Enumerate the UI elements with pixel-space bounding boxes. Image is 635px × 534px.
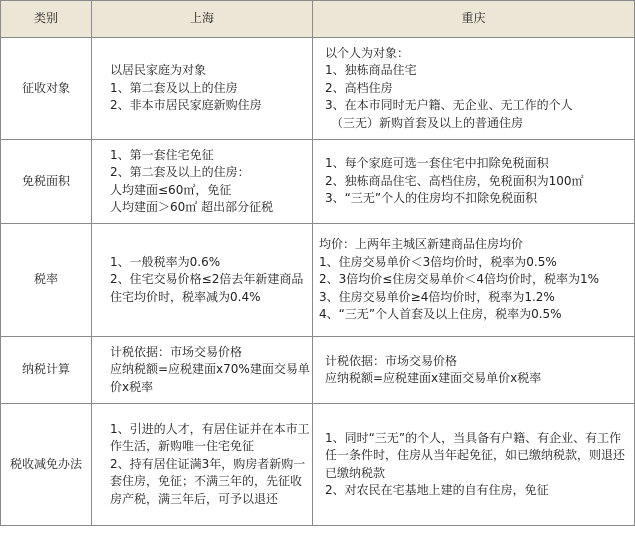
cell-line: 1、独栋商品住宅: [325, 63, 417, 78]
cell-line: 均价：上两年主城区新建商品住房均价: [319, 237, 524, 252]
table-row: [1, 140, 635, 224]
chongqing-cell: [313, 224, 635, 337]
cell-line: （三无）新购首套及以上的普通住房: [331, 115, 524, 130]
cell-line: 3、住房交易单价≥4倍均价时，税率为1.2%: [319, 289, 555, 304]
cell-line: 2、住宅交易价格≤2倍去年新建商品住宅均价时，税率减为0.4%: [110, 272, 304, 304]
chongqing-cell: [313, 140, 635, 224]
cell-line: 2、独栋商品住宅、高档住房，免税面积为100㎡: [325, 173, 584, 188]
table-row: [1, 224, 635, 337]
header-row: [1, 1, 635, 38]
shanghai-cell: [92, 224, 313, 337]
cell-line: 人均建面≤60㎡，免征: [110, 182, 232, 197]
cell-line: 1、第一套住宅免征: [110, 147, 214, 162]
cell-line: 2、第二套及以上的住房：: [110, 165, 250, 179]
chongqing-cell: [313, 337, 635, 404]
cell-line: 以居民家庭为对象: [110, 63, 207, 78]
table-row: [1, 337, 635, 404]
header-chongqing: 重庆: [313, 1, 635, 38]
cell-line: 1、引进的人才，有居住证并在本市工作生活，新购唯一住宅免征: [110, 421, 310, 454]
cell-line: 2、持有居住证满3年，购房者新购一套住房，免征；不满三年的，先征收房产税，满三年后，可予以退还: [110, 456, 306, 506]
chongqing-cell: [313, 38, 635, 140]
cell-line: 1、一般税率为0.6%: [110, 254, 221, 269]
cell-line: 3、“三无”个人的住房均不扣除免税面积: [325, 191, 538, 206]
cell-line: 1、每个家庭可选一套住宅中扣除免税面积: [325, 156, 549, 171]
category-cell: 税收减免办法: [1, 404, 92, 526]
cell-line: 3、在本市同时无户籍、无企业、无工作的个人: [325, 98, 573, 113]
cell-line: 应纳税额=应税建面x70%建面交易单价x税率: [110, 362, 310, 394]
shanghai-cell: [92, 140, 313, 224]
category-cell: 税率: [1, 224, 92, 337]
shanghai-cell: [92, 404, 313, 526]
table-row: [1, 38, 635, 140]
cell-line: 以个人为对象：: [325, 45, 410, 60]
cell-line: 2、高档住房: [325, 80, 393, 95]
cell-line: 1、第二套及以上的住房: [110, 80, 238, 95]
header-category: 类别: [1, 1, 92, 38]
cell-line: 4、“三无”个人首套及以上住房，税率为0.5%: [319, 307, 562, 322]
category-cell: 征收对象: [1, 38, 92, 140]
cell-line: 1、住房交易单价＜3倍均价时，税率为0.5%: [319, 254, 557, 269]
category-cell: 免税面积: [1, 140, 92, 224]
cell-line: 人均建面＞60㎡ 超出部分征税: [110, 200, 274, 214]
cell-line: 计税依据：市场交易价格: [325, 353, 458, 368]
cell-line: 应纳税额=应税建面x建面交易单价x税率: [325, 371, 542, 385]
shanghai-cell: [92, 337, 313, 404]
cell-line: 2、3倍均价≤住房交易单价＜4倍均价时，税率为1%: [319, 272, 599, 287]
table-row: [1, 404, 635, 526]
cell-line: 1、同时“三无”的个人，当具备有户籍、有企业、有工作任一条件时，住房从当年起免征，如已缴纳税款，则退还已缴纳税款: [325, 430, 626, 480]
cell-line: 计税依据：市场交易价格: [110, 344, 243, 359]
header-shanghai: 上海: [92, 1, 313, 38]
category-cell: 纳税计算: [1, 337, 92, 404]
cell-line: 2、非本市居民家庭新购住房: [110, 98, 262, 113]
chongqing-cell: [313, 404, 635, 526]
cell-line: 2、对农民在宅基地上建的自有住房，免征: [325, 483, 549, 497]
shanghai-cell: [92, 38, 313, 140]
